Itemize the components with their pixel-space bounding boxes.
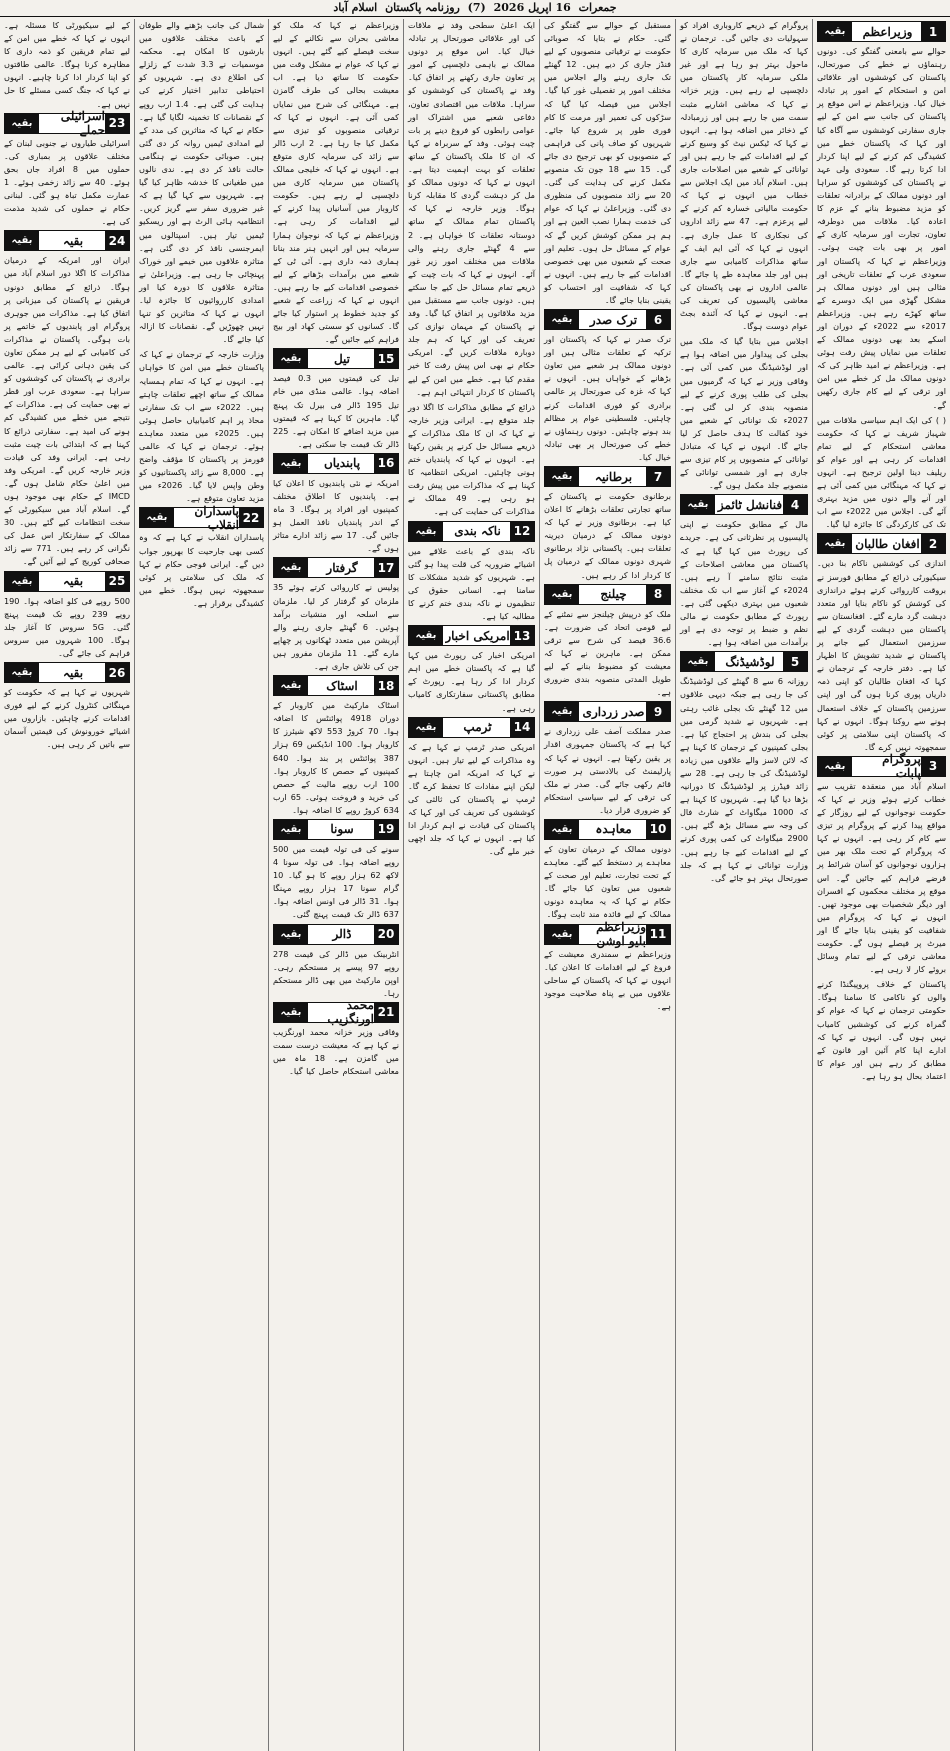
article-paragraph: سونے کی فی تولہ قیمت میں 500 روپے اضافہ ہوا۔ فی تولہ سونا 4 لاکھ 62 ہزار روپے کا ہو گیا۔ 10 گرام سونا 17 ہزار روپے مہنگا ہوا۔ 31 ڈالر فی اونس اضافہ ہوا۔ 637 ڈالر تک قیمت پہنچ گئی۔ (273, 843, 399, 920)
article-paragraph: انٹربینک میں ڈالر کی قیمت 278 روپے 97 پیسے پر مستحکم رہی۔ اوپن مارکیٹ میں بھی ڈالر مستحکم رہا۔ (273, 948, 399, 998)
continuation-title: امریکی اخبار (445, 628, 510, 643)
continuation-box (273, 924, 399, 945)
continuation-tag: بقیہ (274, 558, 310, 577)
column-2 (675, 19, 812, 1751)
continuation-tag: بقیہ (274, 349, 310, 368)
continuation-title: اسرائیلی حملے (60, 109, 105, 138)
article-paragraph: مال کے مطابق حکومت نے اپنی پالیسیوں پر نظرثانی کی ہے۔ جریدے کی رپورٹ میں کہا گیا ہے کہ پاکستان میں معاشی اصلاحات کے مثبت نتائج سامنے آ رہے ہیں۔ 2024ء کے آغاز سے اب تک مختلف شعبوں میں بہتری دیکھی گئی ہے۔ رپورٹ کے مطابق حکومت نے مالی نظم و ضبط پر توجہ دی ہے اور برآمدات میں اضافہ ہوا ہے۔ (680, 519, 808, 648)
column-3 (539, 19, 675, 1751)
column-4 (403, 19, 539, 1751)
article-paragraph: اسلام آباد میں منعقدہ تقریب سے خطاب کرتے ہوئے وزیر نے کہا کہ حکومت نوجوانوں کے لیے روزگار کے مواقع پیدا کرنے کے پروگرام پر تیزی سے کام کر رہی ہے۔ انہوں نے کہا کہ پروگرام کے تحت ملک بھر میں ہزاروں نوجوانوں کو آسان شرائط پر قرضے فراہم کیے جائیں گے۔ اس موقع پر مختلف محکموں کے افسران اور دیگر شخصیات بھی موجود تھیں۔ انہوں نے کہا کہ پروگرام میں شفافیت کو یقینی بنایا جائے گا اور میرٹ پر فیصلے ہوں گے۔ حکومت معاشی ترقی کے لیے تمام وسائل بروئے کار لا رہی ہے۔ (817, 780, 946, 975)
continuation-box (817, 533, 946, 554)
continuation-title: لوڈشیڈنگ (725, 654, 775, 669)
continuation-title: سونا (330, 822, 354, 837)
masthead (0, 0, 950, 17)
article-paragraph: اسرائیلی طیاروں نے جنوبی لبنان کے مختلف علاقوں پر بمباری کی۔ حملوں میں 8 افراد جاں بحق ہوئے۔ 40 سے زائد زخمی ہوئے۔ 1 عمارت مکمل تباہ ہو گئی۔ لبنانی حکام نے حملوں کی شدید مذمت کی ہے۔ (4, 137, 131, 227)
continuation-title: پابندیاں (323, 456, 361, 471)
continuation-box (544, 466, 671, 487)
continuation-box (817, 752, 946, 781)
continuation-tag: بقیہ (274, 454, 310, 473)
continuation-title: چیلنج (600, 587, 627, 602)
continuation-title: گرفتار (326, 560, 358, 575)
continuation-number: 26 (105, 663, 129, 682)
article-paragraph: امریکی اخبار کی رپورٹ میں کہا گیا ہے کہ پاکستان خطے میں اہم کردار ادا کر رہا ہے۔ رپورٹ کے مطابق پاکستانی سفارتکاری کامیاب رہی ہے۔ (408, 650, 535, 713)
continuation-title: ترک صدر (589, 312, 638, 327)
continuation-title: بقیہ (62, 574, 84, 589)
article-paragraph: اسٹاک مارکیٹ میں کاروبار کے دوران 4918 پوائنٹس کا اضافہ ہوا۔ 70 کروڑ 553 لاکھ شیئرز کا کاروبار ہوا۔ 100 انڈیکس 69 ہزار 387 پوائنٹس پر بند ہوا۔ 640 کمپنیوں کے حصص کا کاروبار ہوا۔ 100 ارب روپے مالیت کے حصص کی خرید و فروخت ہوئی۔ 65 ارب 634 کروڑ روپے کا اضافہ ہوا۔ (273, 700, 400, 815)
masthead-date: 16 اپریل 2026 (493, 1, 571, 14)
continuation-box (273, 348, 399, 369)
masthead-city: اسلام آباد (333, 1, 378, 14)
article-paragraph: پولیس نے کارروائی کرتے ہوئے 35 ملزمان کو گرفتار کر لیا۔ ملزمان سے اسلحہ اور منشیات برآمد ہوئیں۔ 6 گھنٹے جاری رہنے والے آپریشن میں متعدد ٹھکانوں پر چھاپے مارے گئے۔ 11 ملزمان مفرور ہیں جن کی تلاش جاری ہے۔ (273, 582, 399, 672)
continuation-title: اسٹاک (326, 678, 358, 693)
continuation-tag: بقیہ (545, 310, 581, 329)
continuation-tag: بقیہ (5, 231, 41, 250)
continuation-tag: بقیہ (5, 114, 41, 133)
continuation-tag: بقیہ (140, 508, 176, 527)
article-paragraph: امریکی صدر ٹرمپ نے کہا ہے کہ وہ مذاکرات کے لیے تیار ہیں۔ انہوں نے کہا کہ امریکہ امن چاہتا ہے لیکن اپنے مفادات کا تحفظ کرے گا۔ ٹرمپ نے پاکستان کی ثالثی کی کوششوں کی تعریف کی اور کہا کہ پاکستان کی قیادت نے اہم کردار ادا کیا ہے۔ انہوں نے کہا کہ جلد اچھی خبر ملے گی۔ (408, 741, 535, 857)
continuation-box (408, 717, 535, 738)
continuation-box (544, 920, 671, 949)
article-paragraph: ناکہ بندی کے باعث علاقے میں اشیائے ضروریہ کی قلت پیدا ہو گئی ہے۔ شہریوں کو شدید مشکلات کا سامنا ہے۔ انسانی حقوق کی تنظیموں نے ناکہ بندی ختم کرنے کا مطالبہ کیا ہے۔ (408, 545, 535, 622)
article-paragraph: پاسداران انقلاب نے کہا ہے کہ وہ کسی بھی جارحیت کا بھرپور جواب دیں گے۔ ایرانی فوجی حکام نے کہا کہ ملک کی سلامتی پر کوئی سمجھوتہ نہیں ہوگا۔ خطے میں کشیدگی برقرار ہے۔ (139, 532, 264, 608)
continuation-tag: بقیہ (545, 925, 581, 944)
continuation-tag: بقیہ (818, 22, 854, 41)
continuation-number: 10 (646, 820, 670, 839)
column-5 (268, 19, 403, 1751)
continuation-number: 21 (374, 1003, 398, 1022)
continuation-title: محمد اورنگزیب (327, 998, 374, 1027)
continuation-title: صدر زرداری (582, 704, 645, 719)
continuation-box (273, 819, 399, 840)
continuation-number: 5 (783, 652, 807, 671)
continuation-number: 1 (921, 22, 945, 41)
continuation-number: 6 (646, 310, 670, 329)
continuation-tag: بقیہ (545, 702, 581, 721)
continuation-title: بقیہ (62, 233, 84, 248)
continuation-title: ڈالر (332, 927, 352, 942)
article-paragraph: کے لیے سیکیورٹی کا مسئلہ ہے۔ انہوں نے کہا کہ خطے میں امن کے لیے تمام فریقین کو ذمہ داری کا مظاہرہ کرنا ہوگا۔ عالمی طاقتوں کو اپنا کردار ادا کرنا چاہیے۔ انہوں نے کہا کہ جنگ کسی مسئلے کا حل نہیں ہے۔ (4, 20, 130, 109)
continuation-number: 23 (105, 114, 129, 133)
article-paragraph: برطانوی حکومت نے پاکستان کے ساتھ تجارتی تعلقات بڑھانے کا اعلان کیا ہے۔ برطانوی وزیر نے کہا کہ دونوں ممالک کے درمیان دیرینہ تعلقات ہیں۔ پاکستانی نژاد برطانوی شہری دونوں ممالک کے درمیان پل کا کردار ادا کر رہے ہیں۔ (544, 491, 671, 580)
article-paragraph: روزانہ 6 سے 8 گھنٹے کی لوڈشیڈنگ کی جا رہی ہے جبکہ دیہی علاقوں میں 12 گھنٹے تک بجلی غائب رہتی ہے۔ شہریوں نے شدید گرمی میں بجلی کی بندش پر احتجاج کیا ہے۔ بجلی کمپنیوں کے ترجمان کا کہنا ہے کہ لائن لاسز والے علاقوں میں زیادہ لوڈشیڈنگ کی جا رہی ہے۔ 28 سے زائد فیڈرز پر لوڈشیڈنگ کا دورانیہ بڑھا دیا گیا ہے۔ شہریوں کا کہنا ہے کہ 1000 میگاواٹ کے شارٹ فال کی وجہ سے مسائل بڑھ گئے ہیں۔ 2900 میگاواٹ کی کمی پوری کرنے کے لیے اقدامات کیے جا رہے ہیں۔ وزارت توانائی نے کہا ہے کہ جلد صورتحال بہتر ہو جائے گی۔ (680, 676, 808, 883)
article-paragraph: دونوں ممالک کے درمیان تعاون کے معاہدے پر دستخط کیے گئے۔ معاہدے کے تحت تجارت، تعلیم اور صحت کے شعبوں میں تعاون کیا جائے گا۔ حکام نے کہا کہ یہ معاہدہ دونوں ممالک کے لیے فائدہ مند ثابت ہوگا۔ (544, 843, 671, 920)
continuation-tag: بقیہ (409, 718, 445, 737)
masthead-page-number: (7) (467, 1, 486, 14)
continuation-box (817, 21, 946, 42)
article-paragraph: حوالے سے بامعنی گفتگو کی۔ دونوں رہنماؤں نے خطے کی صورتحال، پاکستان کی کوششوں اور علاقائی امن و استحکام کے امور پر تبادلہ خیال کیا۔ وزیراعظم نے اس موقع پر پاکستان کی جانب سے امن کے لیے جاری سفارتی کوششوں سے آگاہ کیا اور کہا کہ پاکستان خطے میں کشیدگی کم کرنے کے لیے اپنا کردار ادا کرتا رہے گا۔ سعودی ولی عہد نے پاکستان کی کوششوں کو سراہا اور دونوں ممالک کے برادرانہ تعلقات کو مزید مضبوط بنانے کے عزم کا اعادہ کیا۔ ملاقات میں دوطرفہ تعاون، تجارت اور سرمایہ کاری کے امور پر بھی بات چیت ہوئی۔ وزیراعظم نے کہا کہ پاکستان اور سعودی عرب کے تعلقات تاریخی اور مثالی ہیں اور دونوں ممالک ہر مشکل گھڑی میں ایک دوسرے کے ساتھ کھڑے رہے ہیں۔ وزیراعظم 2017ء سے 2022ء کے دوران اور اسکے بعد بھی دونوں ممالک کے تعلقات میں نمایاں پیش رفت ہوئی ہے۔ وزیراعظم نے امید ظاہر کی کہ دونوں ممالک مل کر خطے میں امن اور ترقی کے لیے کام جاری رکھیں گے۔ (817, 46, 946, 410)
continuation-tag: بقیہ (274, 820, 310, 839)
continuation-box (544, 584, 671, 605)
continuation-number: 24 (105, 231, 129, 250)
continuation-box (4, 230, 130, 251)
continuation-tag: بقیہ (681, 495, 717, 514)
continuation-box (273, 557, 399, 578)
continuation-box (408, 521, 535, 542)
continuation-number: 9 (646, 702, 670, 721)
continuation-number: 11 (646, 925, 670, 944)
column-6 (134, 19, 268, 1751)
article-paragraph: اجلاس میں بتایا گیا کہ ملک میں بجلی کی پیداوار میں اضافہ ہوا ہے اور لوڈشیڈنگ میں کمی آئی ہے۔ وفاقی وزیر نے کہا کہ گرمیوں میں بجلی کی طلب پوری کرنے کے لیے منصوبہ بندی کر لی گئی ہے۔ 2027ء تک توانائی کے شعبے میں خود کفالت کا ہدف حاصل کر لیا جائے گا۔ انہوں نے کہا کہ متبادل توانائی کے منصوبوں پر کام تیزی سے جاری ہے اور شمسی توانائی کے منصوبے جلد مکمل ہوں گے۔ (680, 336, 808, 491)
article-paragraph: ذرائع کے مطابق مذاکرات کا اگلا دور جلد متوقع ہے۔ ایرانی وزیر خارجہ نے کہا کہ ان کا ملک مذاکرات کے ذریعے مسائل حل کرنے پر یقین رکھتا ہے۔ انہوں نے کہا کہ پابندیاں ختم ہونی چاہئیں۔ امریکی انتظامیہ کا کہنا ہے کہ مذاکرات میں پیش رفت ہو رہی ہے۔ 49 ممالک نے مذاکرات کی حمایت کی ہے۔ (408, 401, 535, 517)
article-paragraph: وزیراعظم نے سمندری معیشت کے فروغ کے لیے اقدامات کا اعلان کیا۔ انہوں نے کہا کہ پاکستان کے ساحلی علاقوں میں بے پناہ صلاحیت موجود ہے۔ (544, 948, 671, 1011)
article-paragraph: امریکہ نے نئی پابندیوں کا اعلان کیا ہے۔ پابندیوں کا اطلاق مختلف کمپنیوں اور افراد پر ہوگا۔ 3 ماہ کے اندر پابندیاں نافذ العمل ہو جائیں گی۔ 17 سے زائد ادارے متاثر ہوں گے۔ (273, 477, 399, 554)
continuation-title: فنانشل ٹائمز (717, 497, 783, 512)
continuation-tag: بقیہ (409, 522, 445, 541)
continuation-title: ٹرمپ (463, 720, 492, 735)
continuation-tag: بقیہ (818, 534, 854, 553)
article-paragraph: اندازی کی کوششیں ناکام بنا دیں۔ سیکیورٹی ذرائع کے مطابق فورسز نے بروقت کارروائی کرتے ہوئے دراندازی کی کوشش کو ناکام بنایا اور متعدد دہشت گرد مارے گئے۔ افغانستان سے پاکستان میں دہشت گردی کے لیے سرزمین استعمال کیے جانے پر پاکستان نے شدید تشویش کا اظہار کیا ہے۔ دفتر خارجہ کے ترجمان نے کہا کہ افغان طالبان کو اپنی ذمہ داریاں پوری کرنا ہوں گی اور اپنی سرزمین پاکستان کے خلاف استعمال ہونے سے روکنا ہوگا۔ انہوں نے کہا کہ پاکستان اپنی سلامتی پر کوئی سمجھوتہ نہیں کرے گا۔ (817, 558, 946, 752)
continuation-number: 4 (783, 495, 807, 514)
continuation-box (544, 819, 671, 840)
article-paragraph: وزارت خارجہ کے ترجمان نے کہا کہ پاکستان خطے میں امن کا خواہاں ہے۔ انہوں نے کہا کہ تمام ہمسایہ ممالک کے ساتھ اچھے تعلقات چاہتے ہیں۔ 2022ء سے اب تک سفارتی محاذ پر اہم کامیابیاں حاصل ہوئی ہیں۔ 2025ء میں متعدد معاہدے ہوئے۔ ترجمان نے کہا کہ عالمی فورمز پر پاکستان کا مؤقف واضح ہے۔ 8,000 سے زائد پاکستانیوں کو وطن واپس لایا گیا۔ 2026ء میں مزید تعاون متوقع ہے۔ (139, 349, 264, 504)
column-7 (0, 19, 134, 1751)
article-paragraph: صدر مملکت آصف علی زرداری نے کہا ہے کہ پاکستان جمہوری اقدار پر یقین رکھتا ہے۔ انہوں نے کہا کہ پارلیمنٹ کی بالادستی ہر صورت قائم رکھی جائے گی۔ صدر نے ملک کی ترقی کے لیے سیاسی استحکام کو ضروری قرار دیا۔ (544, 726, 671, 815)
continuation-number: 8 (646, 585, 670, 604)
continuation-number: 14 (510, 718, 534, 737)
masthead-paper-name: روزنامہ پاکستان (385, 1, 460, 14)
continuation-number: 13 (510, 626, 534, 645)
article-paragraph: شہریوں نے کہا ہے کہ حکومت کو مہنگائی کنٹرول کرنے کے لیے فوری اقدامات کرنے چاہئیں۔ بازاروں میں اشیائے خورونوش کی قیمتیں آسمان سے باتیں کر رہی ہیں۔ (4, 687, 130, 750)
continuation-tag: بقیہ (545, 585, 581, 604)
continuation-title: پروگرام پابات (882, 752, 921, 781)
continuation-box (273, 675, 399, 696)
article-paragraph: وفاقی وزیر خزانہ محمد اورنگزیب نے کہا ہے کہ معیشت درست سمت میں گامزن ہے۔ 18 ماہ میں معاشی استحکام حاصل کیا گیا۔ (273, 1026, 399, 1077)
continuation-tag: بقیہ (274, 676, 310, 695)
article-paragraph: ترک صدر نے کہا کہ پاکستان اور ترکیہ کے تعلقات مثالی ہیں اور دونوں ممالک ہر شعبے میں تعاون بڑھانے کے خواہاں ہیں۔ انہوں نے کہا کہ غزہ کی صورتحال پر عالمی برادری کو فوری اقدامات کرنے چاہئیں۔ فلسطینی عوام پر مظالم بند ہونے چاہئیں۔ دونوں رہنماؤں نے خطے کی صورتحال پر بھی تبادلہ خیال کیا۔ (544, 334, 671, 462)
continuation-number: 7 (646, 467, 670, 486)
continuation-box (4, 662, 130, 683)
continuation-box (544, 309, 671, 330)
continuation-tag: بقیہ (5, 663, 41, 682)
continuation-number: 16 (374, 454, 398, 473)
article-paragraph: پاکستان کے خلاف پروپیگنڈا کرنے والوں کو ناکامی کا سامنا ہوگا۔ حکومتی ترجمان نے کہا کہ عوام کو گمراہ کرنے کی کوششیں کامیاب نہیں ہوں گی۔ انہوں نے کہا کہ ادارے اپنا کام آئین اور قانون کے مطابق کر رہے ہیں اور عوام کا اعتماد بحال ہو رہا ہے۔ (817, 979, 946, 1081)
continuation-tag: بقیہ (681, 652, 717, 671)
continuation-box (408, 625, 535, 646)
continuation-tag: بقیہ (818, 757, 854, 776)
continuation-tag: بقیہ (409, 626, 445, 645)
continuation-box (4, 109, 130, 138)
continuation-box (4, 571, 130, 592)
article-paragraph: ایک اعلیٰ سطحی وفد نے ملاقات کی اور علاقائی صورتحال پر تبادلہ خیال کیا۔ اس موقع پر دونوں ممالک نے باہمی دلچسپی کے امور پر تعاون جاری رکھنے پر اتفاق کیا۔ وفد نے پاکستان کی کوششوں کو سراہا۔ ملاقات میں اقتصادی تعاون، دفاعی شعبے میں اشتراک اور عوامی رابطوں کو فروغ دینے پر بات چیت ہوئی۔ وفد کے سربراہ نے کہا کہ ان کا ملک پاکستان کے ساتھ تعلقات کو بہت اہمیت دیتا ہے۔ انہوں نے کہا کہ دونوں ممالک کو مل کر دہشت گردی کا مقابلہ کرنا ہوگا۔ وزیر خارجہ نے کہا کہ پاکستان تمام ممالک کے ساتھ دوستانہ تعلقات کا خواہاں ہے۔ 2 سے 4 گھنٹے جاری رہنے والی ملاقات میں مختلف امور زیر غور آئے۔ انہوں نے کہا کہ بات چیت کے ذریعے تمام مسائل حل کیے جا سکتے ہیں۔ دونوں جانب سے مستقبل میں مزید ملاقاتوں پر اتفاق کیا گیا۔ وفد نے پاکستان کے مہمان نوازی کی تعریف کی اور کہا کہ ہم جلد دوبارہ ملاقات کریں گے۔ امریکی حکام نے بھی اس پیش رفت کا خیر مقدم کیا ہے۔ خطے میں امن کے لیے پاکستان کا کردار انتہائی اہم ہے۔ (408, 20, 535, 397)
article-paragraph: پروگرام کے ذریعے کاروباری افراد کو سہولیات دی جائیں گی۔ ترجمان نے کہا کہ ملک میں سرمایہ کاری کا ماحول بہتر ہو رہا ہے اور غیر ملکی سرمایہ کار پاکستان میں دلچسپی لے رہے ہیں۔ وزیر خزانہ نے کہا کہ معاشی اشاریے مثبت سمت میں جا رہے ہیں اور زرمبادلہ کے ذخائر میں اضافہ ہوا ہے۔ انہوں نے کہا کہ ٹیکس نیٹ کو وسیع کرنے کے لیے اقدامات کیے جا رہے ہیں اور توانائی کے شعبے میں اصلاحات جاری ہیں۔ اسلام آباد میں ایک اجلاس سے خطاب میں انہوں نے کہا کہ حکومت مالیاتی خسارہ کم کرنے کے لیے پرعزم ہے۔ 47 سے زائد اداروں کی نجکاری کا عمل جاری ہے۔ انہوں نے کہا کہ آئی ایم ایف کے ساتھ مذاکرات کامیابی سے جاری ہیں اور جلد معاہدہ طے پا جائے گا۔ عالمی اداروں نے بھی پاکستان کی معاشی پالیسیوں کی تعریف کی ہے۔ انہوں نے کہا کہ آئندہ بجٹ عوام دوست ہوگا۔ (680, 20, 809, 332)
continuation-title: وزیراعظم بلیو اوشن (596, 920, 646, 949)
continuation-title: ناکہ بندی (454, 524, 501, 539)
continuation-tag: بقیہ (274, 1003, 310, 1022)
continuation-title: افغان طالبان (855, 536, 920, 551)
continuation-title: تیل (333, 351, 351, 366)
continuation-title: وزیراعظم (862, 24, 913, 39)
continuation-tag: بقیہ (545, 820, 581, 839)
continuation-title: بقیہ (62, 665, 84, 680)
continuation-number: 18 (374, 676, 398, 695)
continuation-title: برطانیہ (594, 469, 633, 484)
continuation-number: 22 (239, 508, 263, 527)
continuation-box (680, 494, 808, 515)
column-1 (812, 19, 950, 1751)
continuation-number: 15 (374, 349, 398, 368)
continuation-title: پاسداران انقلاب (194, 503, 239, 532)
continuation-box (680, 651, 808, 672)
continuation-tag: بقیہ (5, 572, 41, 591)
article-paragraph: تیل کی قیمتوں میں 0.3 فیصد اضافہ ہوا۔ عالمی منڈی میں خام تیل 195 ڈالر فی بیرل تک پہنچ گیا۔ ماہرین کا کہنا ہے کہ قیمتوں میں مزید اضافے کا امکان ہے۔ 225 ڈالر تک قیمت جا سکتی ہے۔ (273, 373, 399, 449)
article-paragraph: شمال کی جانب بڑھنے والے طوفان کے باعث مختلف علاقوں میں بارشوں کا امکان ہے۔ محکمہ موسمیات نے 3.3 شدت کے زلزلے کی اطلاع دی ہے۔ شہریوں کو احتیاطی تدابیر اختیار کرنے کی ہدایت کی گئی ہے۔ 1.4 ارب روپے کے نقصانات کا تخمینہ لگایا گیا ہے۔ حکام نے کہا کہ متاثرین کی مدد کے لیے امدادی ٹیمیں روانہ کر دی گئی ہیں۔ صوبائی حکومت نے ہنگامی حالت نافذ کر دی ہے۔ ندی نالوں میں طغیانی کا خدشہ ظاہر کیا گیا ہے۔ شہریوں سے کہا گیا ہے کہ غیر ضروری سفر سے گریز کریں۔ انتظامیہ ہائی الرٹ ہے اور ریسکیو ٹیمیں تیار ہیں۔ اسپتالوں میں ایمرجنسی نافذ کر دی گئی ہے۔ متاثرہ علاقوں میں خیمے اور خوراک پہنچائی جا رہی ہے۔ وزیراعلیٰ نے متاثرہ علاقوں کا دورہ کیا اور امدادی کارروائیوں کا جائزہ لیا۔ انہوں نے کہا کہ متاثرین کو تنہا نہیں چھوڑیں گے۔ نقصانات کا ازالہ کیا جائے گا۔ (139, 20, 264, 345)
continuation-box (273, 453, 399, 474)
article-paragraph: ملک کو درپیش چیلنجز سے نمٹنے کے لیے قومی اتحاد کی ضرورت ہے۔ 36.6 فیصد کی شرح سے ترقی ممکن ہے۔ ماہرین نے کہا کہ معیشت کو مضبوط بنانے کے لیے طویل المدتی منصوبہ بندی ضروری ہے۔ (544, 608, 671, 698)
article-paragraph: 500 روپے فی کلو اضافہ ہوا۔ 190 روپے 239 روپے تک قیمت پہنچ گئی۔ 5G سروس کا آغاز جلد ہوگا۔ 100 شہروں میں سروس فراہم کی جائے گی۔ (4, 595, 131, 658)
continuation-number: 12 (510, 522, 534, 541)
continuation-number: 19 (374, 820, 398, 839)
masthead-day: جمعرات (578, 1, 617, 14)
continuation-number: 17 (374, 558, 398, 577)
continuation-tag: بقیہ (274, 925, 310, 944)
continuation-number: 2 (921, 534, 945, 553)
article-paragraph: ایران اور امریکہ کے درمیان مذاکرات کا اگلا دور اسلام آباد میں ہوگا۔ ذرائع کے مطابق دونوں فریقین نے پاکستان کی میزبانی پر اتفاق کیا ہے۔ مذاکرات میں جوہری پروگرام اور پابندیوں کے خاتمے پر بات ہوگی۔ پاکستان نے مذاکرات کی کامیابی کے لیے ہر ممکن تعاون کی یقین دہانی کرائی ہے۔ عالمی برادری نے پاکستان کی کوششوں کو سراہا ہے۔ سعودی عرب اور قطر نے بھی حمایت کی ہے۔ مذاکرات کے نتیجے میں خطے میں کشیدگی کم ہونے کی امید ہے۔ سفارتی ذرائع کا کہنا ہے کہ ابتدائی بات چیت مثبت رہی ہے۔ ایرانی وفد کی قیادت وزیر خارجہ کریں گے۔ امریکی وفد میں اعلیٰ حکام شامل ہوں گے۔ IMCD کے حکام بھی موجود ہوں گے۔ اسلام آباد میں سیکیورٹی کے سخت انتظامات کیے گئے ہیں۔ 30 ممالک کے سفارتکار اس عمل کی نگرانی کر رہے ہیں۔ 771 سے زائد صحافی کوریج کے لیے آئیں گے۔ (4, 255, 131, 567)
continuation-tag: بقیہ (545, 467, 581, 486)
continuation-box (544, 701, 671, 722)
continuation-number: 25 (105, 572, 129, 591)
article-paragraph: مستقبل کے حوالے سے گفتگو کی گئی۔ حکام نے بتایا کہ صوبائی حکومت نے ترقیاتی منصوبوں کے لیے فنڈز جاری کر دیے ہیں۔ 12 گھنٹے تک جاری رہنے والے اجلاس میں مختلف امور پر تفصیلی غور کیا گیا۔ اجلاس میں فیصلہ کیا گیا کہ سڑکوں کی تعمیر اور مرمت کا کام فوری طور پر شروع کیا جائے۔ شہریوں کو صاف پانی کی فراہمی کے منصوبوں کو بھی ترجیح دی جائے گی۔ 15 سے 18 جون تک منصوبے مکمل کرنے کی ہدایت کی گئی۔ 20 سے زائد منصوبوں کی منظوری دی گئی۔ وزیراعلیٰ نے کہا کہ عوام کی خدمت ہمارا نصب العین ہے اور ہم ہر ممکن کوشش کریں گے کہ عوام کے مسائل حل ہوں۔ تعلیم اور صحت کے شعبوں میں بھی خصوصی اقدامات کیے جا رہے ہیں۔ انہوں نے کہا کہ شفافیت اور احتساب کو یقینی بنایا جائے گا۔ (544, 20, 671, 305)
continuation-box (273, 998, 399, 1027)
continuation-number: 20 (374, 925, 398, 944)
continuation-title: معاہدہ (595, 822, 632, 837)
continuation-number: 3 (921, 757, 945, 776)
article-paragraph: ( ) کی ایک اہم سیاسی ملاقات میں شہباز شریف نے کہا کہ حکومت معاشی استحکام کے لیے تمام اقدامات کر رہی ہے اور عوام کو ریلیف دینا اولین ترجیح ہے۔ انہوں نے کہا کہ مہنگائی میں کمی آئی ہے اور آنے والے دنوں میں مزید بہتری آئے گی۔ اجلاس میں 2022ء سے اب تک کی کارکردگی کا جائزہ لیا گیا۔ (817, 414, 947, 530)
article-paragraph: وزیراعظم نے کہا کہ ملک کو معاشی بحران سے نکالنے کے لیے سخت فیصلے کیے گئے ہیں۔ انہوں نے کہا کہ عوام نے مشکل وقت میں حکومت کا ساتھ دیا ہے۔ اب معیشت بحالی کی طرف گامزن ہے۔ مہنگائی کی شرح میں نمایاں کمی آئی ہے۔ انہوں نے کہا کہ ترقیاتی منصوبوں کو تیزی سے مکمل کیا جا رہا ہے۔ 2 ارب ڈالر سے زائد کی سرمایہ کاری متوقع ہے۔ انہوں نے کہا کہ خلیجی ممالک پاکستان میں سرمایہ کاری میں دلچسپی لے رہے ہیں۔ حکومت کاروبار میں آسانیاں پیدا کرنے کے لیے اقدامات کر رہی ہے۔ وزیراعظم نے کہا کہ نوجوان ہمارا سرمایہ ہیں اور انہیں ہنر مند بنانا ہماری ذمہ داری ہے۔ آئی ٹی کے شعبے میں برآمدات بڑھانے کے لیے خصوصی اقدامات کیے جا رہے ہیں۔ انہوں نے کہا کہ زراعت کے شعبے کو جدید خطوط پر استوار کیا جائے گا۔ کسانوں کو سستی کھاد اور بیج فراہم کیے جائیں گے۔ (273, 20, 399, 345)
continuation-box (139, 503, 264, 532)
